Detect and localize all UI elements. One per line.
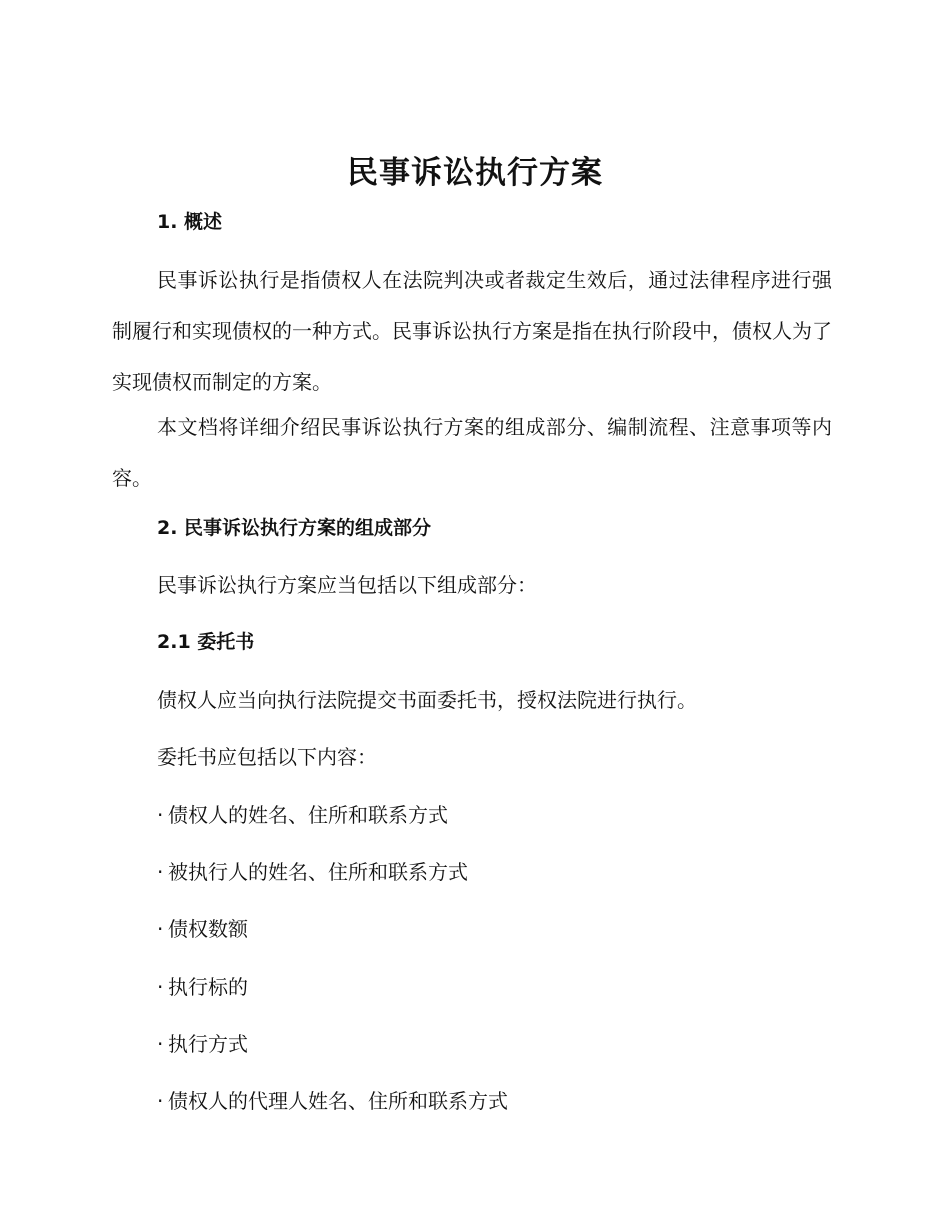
list-item-text: 执行方式 [168,1032,248,1056]
list-item-text: 执行标的 [168,975,248,999]
list-item [157,800,448,830]
bullet-icon: · [157,1089,164,1113]
subsection-heading-entrustment: 2.1 委托书 [157,631,255,653]
section-heading-overview: 1. 概述 [157,211,223,233]
list-item [157,1086,508,1116]
list-item-text: 债权人的姓名、住所和联系方式 [168,803,448,827]
list-item [157,857,468,887]
document-title: 民事诉讼执行方案 [347,155,603,191]
entrustment-paragraph: 债权人应当向执行法院提交书面委托书，授权法院进行执行。 [157,688,697,712]
list-item [157,914,248,944]
entrustment-contents-intro: 委托书应包括以下内容： [157,745,377,769]
overview-paragraph-2: 本文档将详细介绍民事诉讼执行方案的组成部分、编制流程、注意事项等内容。 [112,415,832,490]
list-item [157,1029,248,1059]
list-item-text: 债权人的代理人姓名、住所和联系方式 [168,1089,508,1113]
bullet-icon: · [157,975,164,999]
bullet-icon: · [157,860,164,884]
list-item [157,972,248,1002]
bullet-icon: · [157,1032,164,1056]
section-heading-components: 2. 民事诉讼执行方案的组成部分 [157,517,432,539]
components-intro: 民事诉讼执行方案应当包括以下组成部分： [157,573,537,597]
bullet-icon: · [157,803,164,827]
list-item-text: 被执行人的姓名、住所和联系方式 [168,860,468,884]
bullet-icon: · [157,917,164,941]
overview-paragraph-1: 民事诉讼执行是指债权人在法院判决或者裁定生效后，通过法律程序进行强制履行和实现债权的一种方式。民事诉讼执行方案是指在执行阶段中，债权人为了实现债权而制定的方案。 [112,268,832,394]
list-item-text: 债权数额 [168,917,248,941]
